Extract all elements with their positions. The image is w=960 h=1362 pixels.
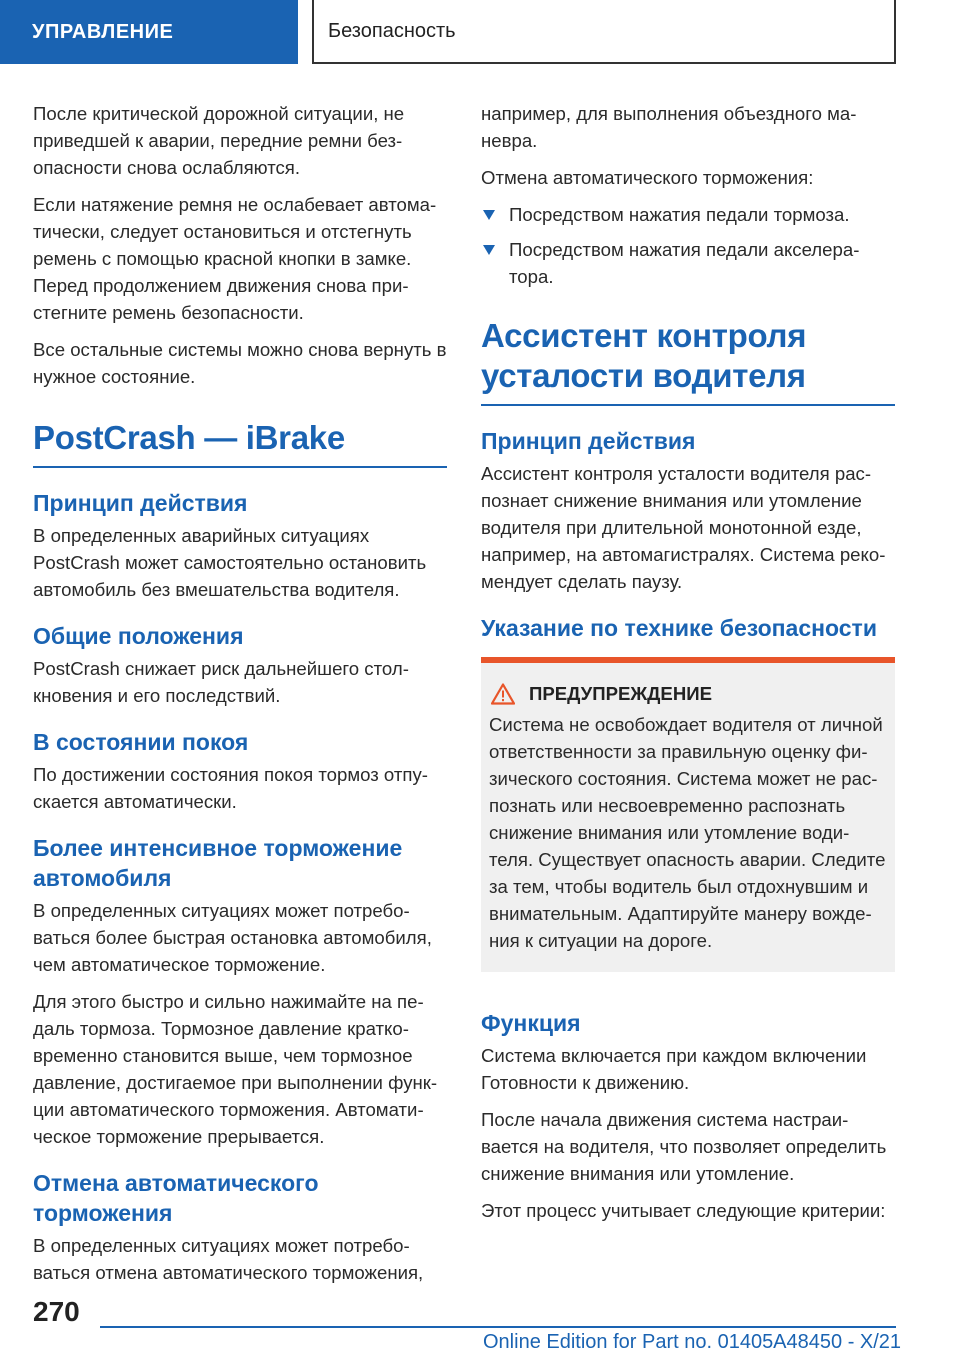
warning-title-text: ПРЕДУПРЕЖДЕНИЕ (529, 683, 713, 704)
warning-box (481, 657, 895, 972)
subheading: Функция (481, 1010, 581, 1036)
page-number: 270 (33, 1296, 80, 1327)
heading-postcrash-text: PostCrash — iBrake (33, 419, 345, 456)
paragraph: Для этого быстро и сильно нажимайте на педаль тормоза. Тормозное давление кратковременно становится выше, чем тормозное давление, достигаемое при выполнении функции автоматического торможения. Автоматическое торможение прерывается. (33, 991, 438, 1147)
paragraph: В определенных аварийных ситуациях PostCrash может самостоятельно остановить автомобиль без вмешательства водителя. (33, 525, 427, 600)
right-column (481, 100, 895, 1234)
subheading: Общие положения (33, 623, 244, 649)
footer-divider (100, 1326, 896, 1328)
paragraph: например, для выполнения объездного маневра. (481, 103, 857, 151)
paragraph: После критической дорожной ситуации, не приведшей к аварии, передние ремни безопасности снова ослабляются. (33, 103, 405, 178)
bullet-list (481, 201, 895, 290)
warning-triangle-icon (491, 683, 515, 705)
subheading: Более интенсивное торможение автомобиля (33, 835, 403, 891)
subheading: Принцип действия (481, 428, 696, 454)
triangle-bullet-icon (483, 245, 495, 255)
section-title: Безопасность (312, 0, 896, 64)
paragraph: По достижении состояния покоя тормоз отпускается автоматически. (33, 764, 428, 812)
paragraph: В определенных ситуациях может потребоваться отмена автоматического торможения, (33, 1235, 424, 1283)
paragraph: В определенных ситуациях может потребоваться более быстрая остановка автомобиля, чем автоматическое торможение. (33, 900, 432, 975)
paragraph: Этот процесс учитывает следующие критерии: (481, 1200, 886, 1221)
footer-edition: Online Edition for Part no. 01405A48450 - X/21 (483, 1331, 902, 1353)
warning-text: Система не освобождает водителя от личной ответственности за правильную оценку физического состояния. Система может не распознать или несвоевременно распознать снижение внимания или утомление водителя. Существует опасность аварии. Следите за тем, чтобы водитель был отдохнувшим и внимательным. Адаптируйте манеру вождения к ситуации на дороге. (489, 714, 886, 951)
list-item (481, 236, 895, 290)
heading-fatigue-assistant (481, 316, 895, 406)
paragraph: Если натяжение ремня не ослабевает автоматически, следует остановиться и отстегнуть ремень с помощью красной кнопки в замке. Перед продолжением движения снова пристегните ремень безопасности. (33, 194, 437, 323)
subheading: Отмена автоматического торможения (33, 1170, 319, 1226)
list-item-text: Посредством нажатия педали тормоза. (509, 204, 850, 225)
paragraph: Все остальные системы можно снова вернуть в нужное состояние. (33, 339, 447, 387)
paragraph: После начала движения система настраивается на водителя, что позволяет определить снижение внимания или утомление. (481, 1109, 887, 1184)
subheading: Указание по технике безопасности (481, 615, 877, 641)
heading-fatigue-assistant-text: Ассистент контроля усталости водителя (481, 317, 807, 394)
left-column (33, 100, 447, 1296)
subheading: Принцип действия (33, 490, 248, 516)
paragraph: Система включается при каждом включении Готовности к движению. (481, 1045, 867, 1093)
subheading: В состоянии покоя (33, 729, 249, 755)
warning-title (489, 683, 887, 705)
chapter-tab: УПРАВЛЕНИЕ (0, 0, 298, 64)
paragraph: Отмена автоматического торможения: (481, 167, 814, 188)
heading-postcrash (33, 418, 447, 468)
paragraph: PostCrash снижает риск дальнейшего столкновения и его последствий. (33, 658, 409, 706)
triangle-bullet-icon (483, 210, 495, 220)
list-item (481, 201, 895, 228)
paragraph: Ассистент контроля усталости водителя распознает снижение внимания или утомление водителя при длительной монотонной езде, например, на автомагистралях. Система рекомендует сделать паузу. (481, 463, 886, 592)
list-item-text: Посредством нажатия педали акселератора. (509, 239, 860, 287)
